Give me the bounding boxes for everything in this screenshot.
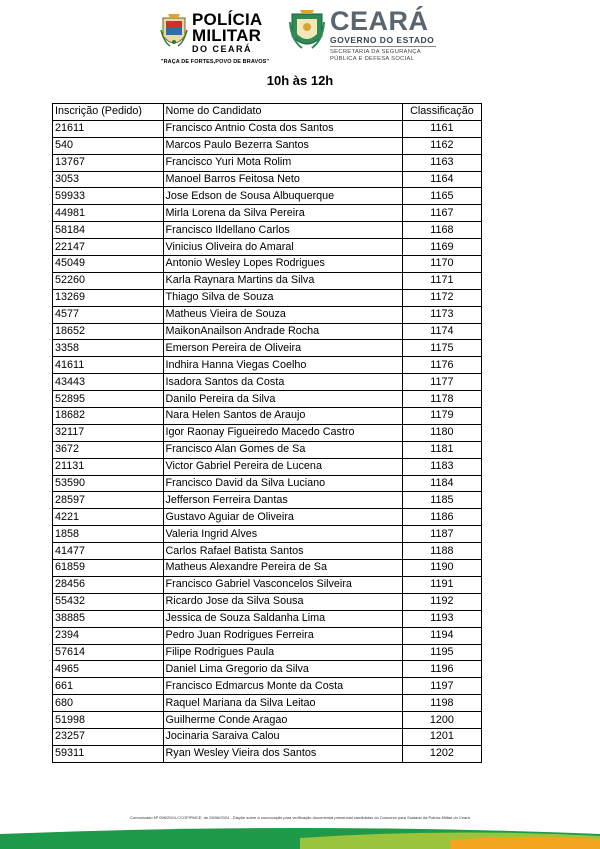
cell-classificacao: 1163 [402, 154, 481, 171]
cell-nome: Filipe Rodrigues Paula [163, 644, 402, 661]
table-row [53, 560, 482, 577]
cell-classificacao: 1184 [402, 475, 481, 492]
cell-classificacao: 1173 [402, 306, 481, 323]
table-row [53, 391, 482, 408]
table-row [53, 289, 482, 306]
cell-nome: Gustavo Aguiar de Oliveira [163, 509, 402, 526]
ce-title: CEARÁ [330, 6, 429, 36]
cell-nome: Jefferson Ferreira Dantas [163, 492, 402, 509]
cell-nome: Raquel Mariana da Silva Leitao [163, 695, 402, 712]
cell-nome: Jose Edson de Sousa Albuquerque [163, 188, 402, 205]
cell-nome: Matheus Alexandre Pereira de Sa [163, 560, 402, 577]
table-body [53, 120, 482, 762]
cell-inscricao: 21611 [53, 120, 164, 137]
cell-inscricao: 3053 [53, 171, 164, 188]
cell-inscricao: 2394 [53, 627, 164, 644]
table-row [53, 357, 482, 374]
table-row [53, 678, 482, 695]
cell-inscricao: 55432 [53, 593, 164, 610]
table-row [53, 137, 482, 154]
cell-classificacao: 1202 [402, 745, 481, 762]
cell-classificacao: 1170 [402, 256, 481, 273]
cell-nome: Francisco Gabriel Vasconcelos Silveira [163, 576, 402, 593]
footer-note: Comunicado Nº 098/2024-CCOP/PMCE, de 25/06/2024 - Dispõe sobre a convocação para verificação documental presencial candidatos do Concurso para Soldado da Polícia Militar do Ceará [130, 815, 470, 820]
table-row [53, 509, 482, 526]
policia-militar-badge-icon [160, 12, 188, 52]
cell-nome: Igor Raonay Figueiredo Macedo Castro [163, 424, 402, 441]
cell-nome: Francisco Edmarcus Monte da Costa [163, 678, 402, 695]
cell-inscricao: 61859 [53, 560, 164, 577]
table-row [53, 712, 482, 729]
cell-inscricao: 4965 [53, 661, 164, 678]
table-row [53, 661, 482, 678]
table-row [53, 526, 482, 543]
table-row [53, 205, 482, 222]
cell-classificacao: 1190 [402, 560, 481, 577]
cell-nome: Isadora Santos da Costa [163, 374, 402, 391]
cell-inscricao: 22147 [53, 239, 164, 256]
cell-classificacao: 1188 [402, 543, 481, 560]
table-row [53, 154, 482, 171]
cell-nome: Francisco Yuri Mota Rolim [163, 154, 402, 171]
cell-classificacao: 1181 [402, 441, 481, 458]
table-row [53, 610, 482, 627]
cell-classificacao: 1177 [402, 374, 481, 391]
cell-inscricao: 59933 [53, 188, 164, 205]
ce-gov: GOVERNO DO ESTADO [330, 35, 435, 45]
cell-inscricao: 58184 [53, 222, 164, 239]
cell-inscricao: 13269 [53, 289, 164, 306]
table-row [53, 593, 482, 610]
cell-inscricao: 59311 [53, 745, 164, 762]
cell-classificacao: 1169 [402, 239, 481, 256]
cell-nome: Daniel Lima Gregorio da Silva [163, 661, 402, 678]
cell-inscricao: 45049 [53, 256, 164, 273]
cell-classificacao: 1183 [402, 458, 481, 475]
cell-classificacao: 1167 [402, 205, 481, 222]
header-nome: Nome do Candidato [163, 104, 402, 121]
cell-classificacao: 1198 [402, 695, 481, 712]
ceara-emblem-icon [288, 8, 326, 54]
pm-line2: MILITAR [192, 26, 262, 45]
footer-color-band [0, 826, 600, 849]
table-row [53, 576, 482, 593]
cell-inscricao: 41611 [53, 357, 164, 374]
table-row [53, 408, 482, 425]
cell-inscricao: 1858 [53, 526, 164, 543]
header-inscricao: Inscrição (Pedido) [53, 104, 164, 121]
table-row [53, 475, 482, 492]
cell-inscricao: 57614 [53, 644, 164, 661]
cell-inscricao: 4221 [53, 509, 164, 526]
cell-classificacao: 1196 [402, 661, 481, 678]
cell-classificacao: 1197 [402, 678, 481, 695]
table-row [53, 188, 482, 205]
table-row [53, 272, 482, 289]
cell-inscricao: 53590 [53, 475, 164, 492]
cell-inscricao: 661 [53, 678, 164, 695]
table-row [53, 644, 482, 661]
cell-inscricao: 28456 [53, 576, 164, 593]
table-row [53, 728, 482, 745]
table-row [53, 745, 482, 762]
cell-inscricao: 18682 [53, 408, 164, 425]
cell-nome: Francisco Alan Gomes de Sa [163, 441, 402, 458]
cell-classificacao: 1165 [402, 188, 481, 205]
cell-nome: Victor Gabriel Pereira de Lucena [163, 458, 402, 475]
cell-inscricao: 540 [53, 137, 164, 154]
cell-classificacao: 1176 [402, 357, 481, 374]
cell-nome: Ricardo Jose da Silva Sousa [163, 593, 402, 610]
cell-nome: Karla Raynara Martins da Silva [163, 272, 402, 289]
cell-classificacao: 1178 [402, 391, 481, 408]
cell-nome: Jessica de Souza Saldanha Lima [163, 610, 402, 627]
cell-classificacao: 1186 [402, 509, 481, 526]
cell-nome: Ryan Wesley Vieira dos Santos [163, 745, 402, 762]
ceara-logo [288, 8, 448, 68]
header-classificacao: Classificação [402, 104, 481, 121]
cell-nome: Emerson Pereira de Oliveira [163, 340, 402, 357]
cell-nome: Manoel Barros Feitosa Neto [163, 171, 402, 188]
ce-secretaria-line1: SECRETARIA DA SEGURANÇA [330, 49, 421, 55]
cell-inscricao: 18652 [53, 323, 164, 340]
cell-nome: Pedro Juan Rodrigues Ferreira [163, 627, 402, 644]
cell-nome: Valeria Ingrid Alves [163, 526, 402, 543]
cell-classificacao: 1171 [402, 272, 481, 289]
cell-inscricao: 38885 [53, 610, 164, 627]
cell-classificacao: 1162 [402, 137, 481, 154]
cell-inscricao: 21131 [53, 458, 164, 475]
cell-classificacao: 1180 [402, 424, 481, 441]
cell-classificacao: 1175 [402, 340, 481, 357]
cell-classificacao: 1185 [402, 492, 481, 509]
cell-nome: Indhira Hanna Viegas Coelho [163, 357, 402, 374]
cell-inscricao: 23257 [53, 728, 164, 745]
cell-inscricao: 680 [53, 695, 164, 712]
cell-classificacao: 1172 [402, 289, 481, 306]
table-row [53, 222, 482, 239]
cell-inscricao: 51998 [53, 712, 164, 729]
cell-nome: Antonio Wesley Lopes Rodrigues [163, 256, 402, 273]
cell-inscricao: 3358 [53, 340, 164, 357]
cell-classificacao: 1179 [402, 408, 481, 425]
cell-inscricao: 4577 [53, 306, 164, 323]
cell-classificacao: 1195 [402, 644, 481, 661]
cell-inscricao: 52895 [53, 391, 164, 408]
cell-inscricao: 28597 [53, 492, 164, 509]
ce-secretaria-line2: PÚBLICA E DEFESA SOCIAL [330, 56, 415, 62]
cell-nome: MaikonAnailson Andrade Rocha [163, 323, 402, 340]
cell-classificacao: 1193 [402, 610, 481, 627]
table-row [53, 120, 482, 137]
pm-line3: DO CEARÁ [192, 44, 253, 54]
ce-divider [330, 46, 436, 47]
pm-line1: POLÍCIA [192, 10, 263, 29]
cell-nome: Matheus Vieira de Souza [163, 306, 402, 323]
cell-inscricao: 43443 [53, 374, 164, 391]
cell-classificacao: 1168 [402, 222, 481, 239]
table-row [53, 458, 482, 475]
cell-nome: Thiago Silva de Souza [163, 289, 402, 306]
cell-classificacao: 1200 [402, 712, 481, 729]
cell-nome: Vinicius Oliveira do Amaral [163, 239, 402, 256]
cell-classificacao: 1161 [402, 120, 481, 137]
cell-nome: Francisco Ildellano Carlos [163, 222, 402, 239]
cell-classificacao: 1201 [402, 728, 481, 745]
cell-nome: Mirla Lorena da Silva Pereira [163, 205, 402, 222]
table-row [53, 323, 482, 340]
table-row [53, 441, 482, 458]
cell-nome: Nara Helen Santos de Araujo [163, 408, 402, 425]
cell-classificacao: 1174 [402, 323, 481, 340]
table-row [53, 374, 482, 391]
cell-nome: Marcos Paulo Bezerra Santos [163, 137, 402, 154]
cell-inscricao: 41477 [53, 543, 164, 560]
cell-nome: Danilo Pereira da Silva [163, 391, 402, 408]
candidates-table [52, 103, 482, 763]
time-heading: 10h às 12h [266, 73, 334, 88]
cell-classificacao: 1192 [402, 593, 481, 610]
cell-classificacao: 1191 [402, 576, 481, 593]
table-row [53, 492, 482, 509]
cell-nome: Jocinaria Saraiva Calou [163, 728, 402, 745]
cell-inscricao: 13767 [53, 154, 164, 171]
cell-inscricao: 3672 [53, 441, 164, 458]
pm-text [192, 12, 272, 54]
table-row [53, 306, 482, 323]
table-row [53, 256, 482, 273]
cell-classificacao: 1194 [402, 627, 481, 644]
cell-nome: Francisco Antnio Costa dos Santos [163, 120, 402, 137]
cell-inscricao: 44981 [53, 205, 164, 222]
cell-nome: Francisco David da Silva Luciano [163, 475, 402, 492]
cell-inscricao: 52260 [53, 272, 164, 289]
table-header-row [53, 104, 482, 121]
table-row [53, 239, 482, 256]
cell-inscricao: 32117 [53, 424, 164, 441]
cell-nome: Guilherme Conde Aragao [163, 712, 402, 729]
cell-nome: Carlos Rafael Batista Santos [163, 543, 402, 560]
pm-motto: "RAÇA DE FORTES,POVO DE BRAVOS" [160, 59, 270, 65]
table-row [53, 424, 482, 441]
table-row [53, 627, 482, 644]
page-header [0, 8, 600, 68]
table-row [53, 340, 482, 357]
cell-classificacao: 1164 [402, 171, 481, 188]
table-row [53, 543, 482, 560]
table-row [53, 171, 482, 188]
pm-logo [160, 12, 270, 68]
table-row [53, 695, 482, 712]
cell-classificacao: 1187 [402, 526, 481, 543]
